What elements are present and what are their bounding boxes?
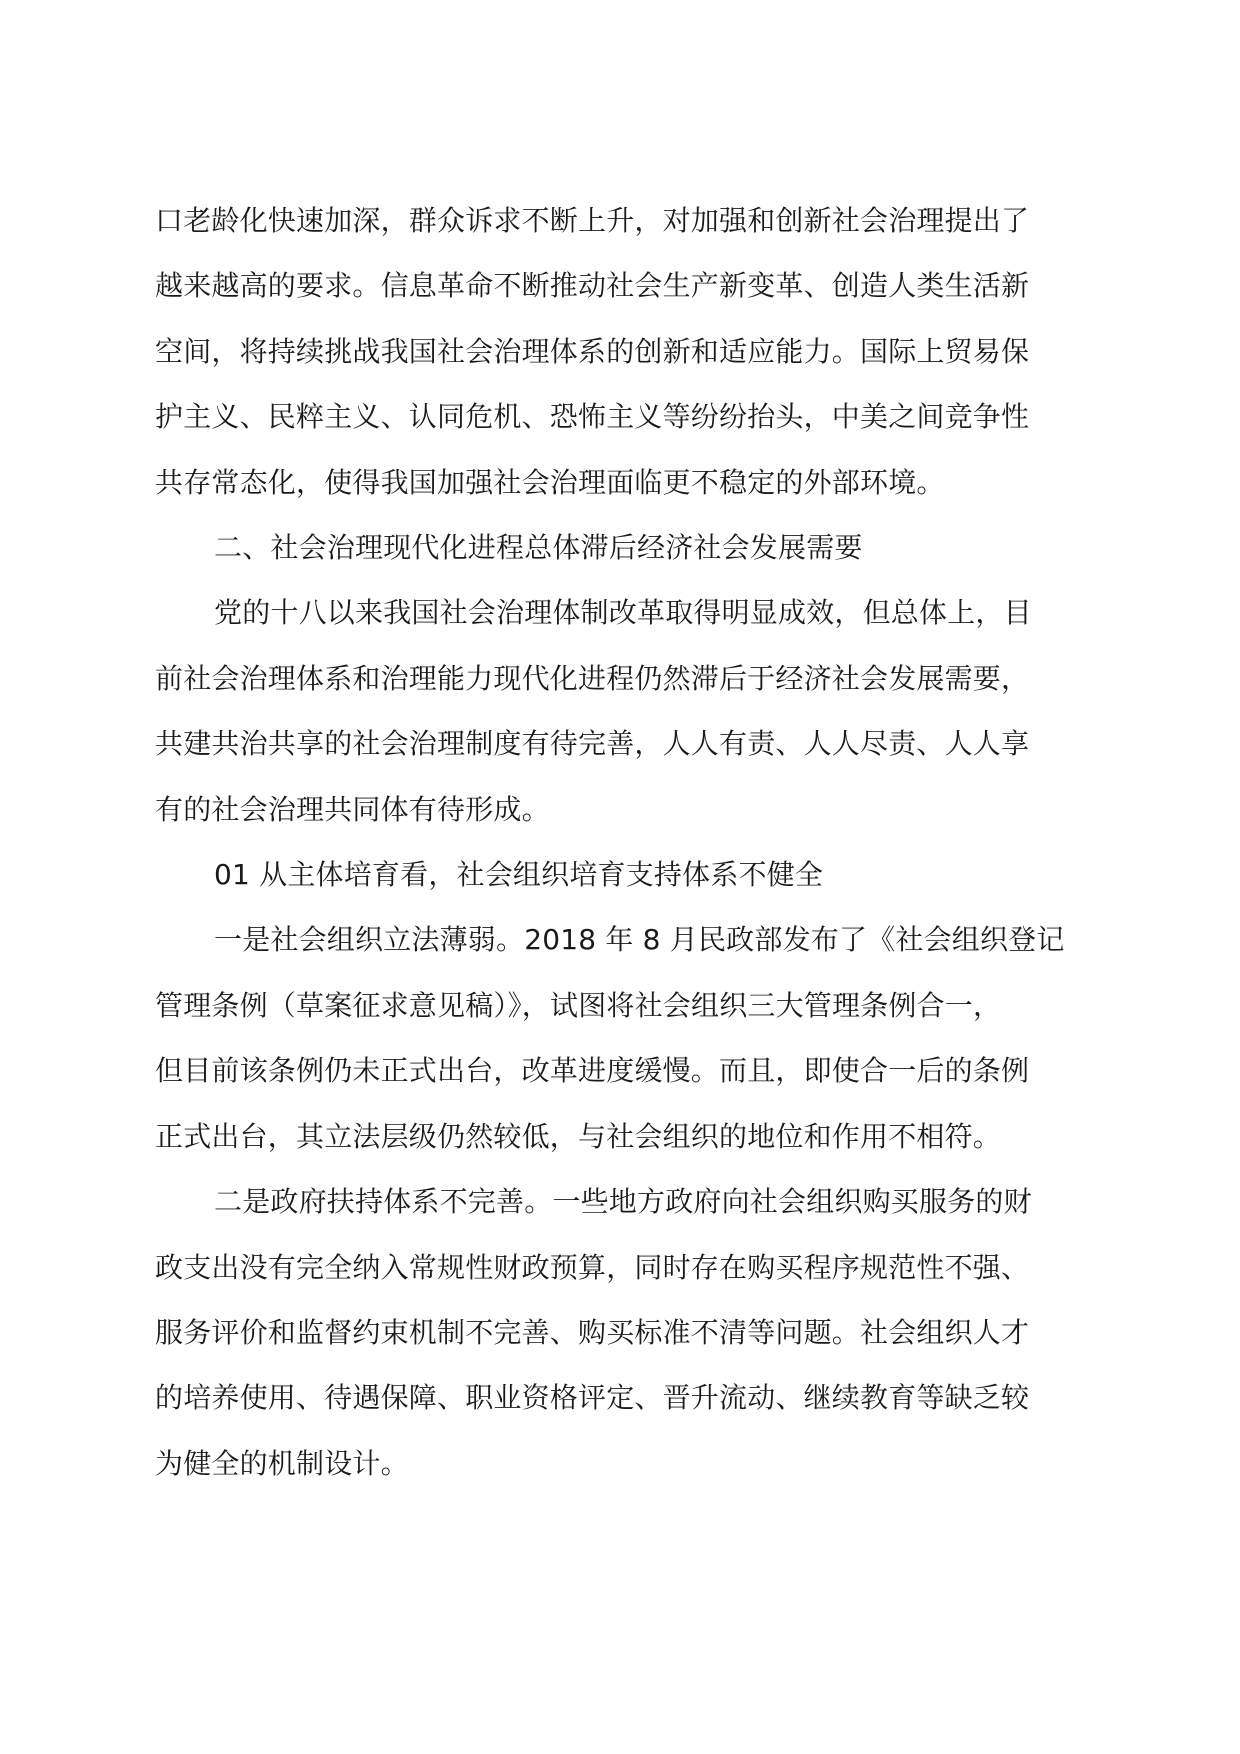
text-line: 越来越高的要求。信息革命不断推动社会生产新变革、创造人类生活新 [155,269,1030,303]
text-line: 有的社会治理共同体有待形成。 [155,792,550,826]
text-line: 前社会治理体系和治理能力现代化进程仍然滞后于经济社会发展需要， [155,661,1030,695]
text-line: 二是政府扶持体系不完善。一些地方政府向社会组织购买服务的财 [214,1185,1032,1219]
text-line: 但目前该条例仍未正式出台，改革进度缓慢。而且，即使合一后的条例 [155,1054,1030,1088]
text-line: 共建共治共享的社会治理制度有待完善，人人有责、人人尽责、人人享 [155,727,1030,761]
paragraph-legislation [155,907,1090,1169]
heading-line: 二、社会治理现代化进程总体滞后经济社会发展需要 [214,531,863,565]
text-line: 共存常态化，使得我国加强社会治理面临更不稳定的外部环境。 [155,465,945,499]
paragraph-government-support [155,1169,1090,1496]
text-line: 的培养使用、待遇保障、职业资格评定、晋升流动、继续教育等缺乏较 [155,1381,1030,1415]
text-line: 管理条例（草案征求意见稿）》，试图将社会组织三大管理条例合一， [155,988,1002,1022]
text-line: 党的十八以来我国社会治理体制改革取得明显成效，但总体上，目 [214,596,1032,630]
heading-line: 01 从主体培育看，社会组织培育支持体系不健全 [214,858,824,892]
subsection-heading-01 [155,842,1090,907]
section-heading-two [155,515,1090,580]
text-line: 口老龄化快速加深，群众诉求不断上升，对加强和创新社会治理提出了 [155,204,1030,237]
text-line: 政支出没有完全纳入常规性财政预算，同时存在购买程序规范性不强、 [155,1250,1030,1284]
document-body [155,188,1090,1496]
text-line: 为健全的机制设计。 [155,1446,409,1480]
text-line: 服务评价和监督约束机制不完善、购买标准不清等问题。社会组织人才 [155,1315,1030,1349]
paragraph-population-aging [155,188,1090,515]
paragraph-governance-lag [155,580,1090,842]
text-line: 护主义、民粹主义、认同危机、恐怖主义等纷纷抬头，中美之间竞争性 [155,400,1030,434]
text-line: 空间，将持续挑战我国社会治理体系的创新和适应能力。国际上贸易保 [155,334,1030,368]
text-line: 正式出台，其立法层级仍然较低，与社会组织的地位和作用不相符。 [155,1119,1002,1153]
text-line: 一是社会组织立法薄弱。2018 年 8 月民政部发布了《社会组织登记 [214,923,1065,957]
